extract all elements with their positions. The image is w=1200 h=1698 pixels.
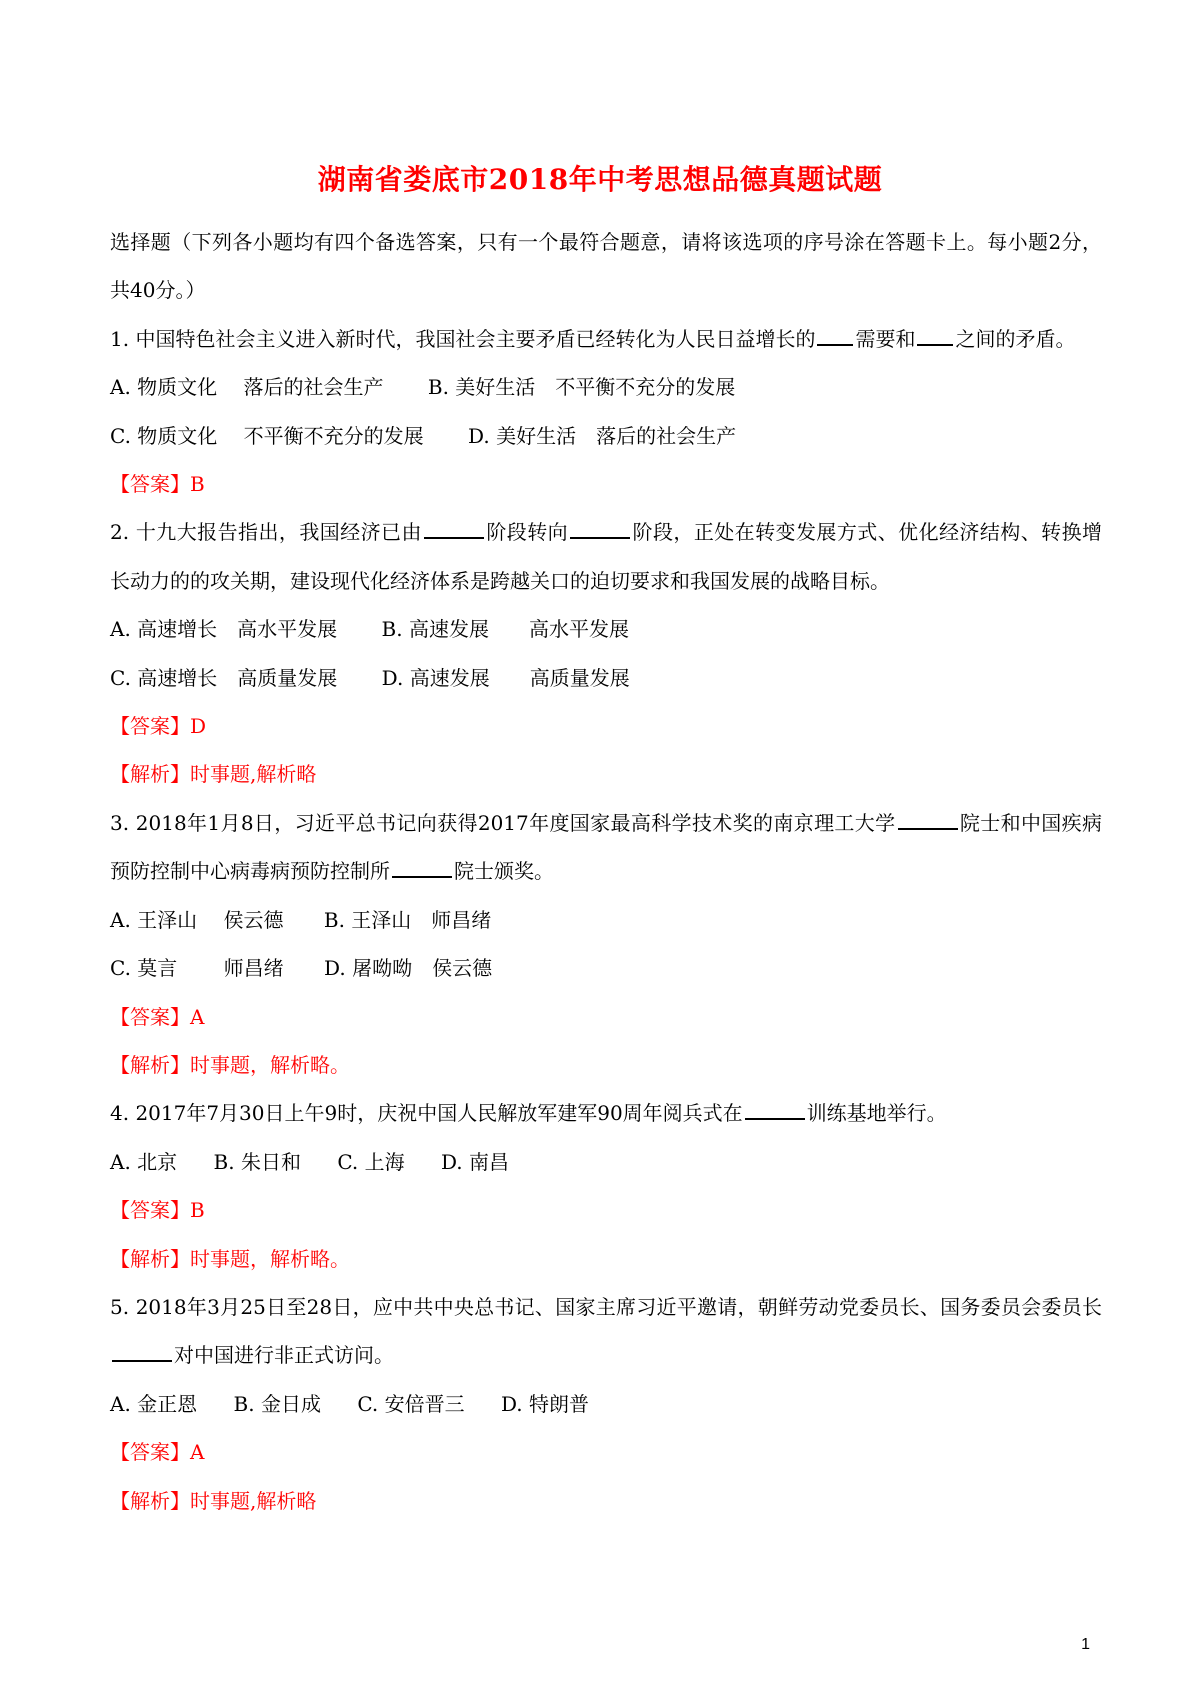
answer-label: 【答案】 [110, 1198, 190, 1223]
question-5-option-c: C. 安倍晋三 [357, 1391, 465, 1416]
question-5-answer [110, 1428, 1102, 1476]
question-3-option-a: A. 王泽山 侯云德 [110, 907, 284, 932]
answer-blank [898, 800, 958, 830]
question-3-analysis [110, 1041, 1102, 1089]
answer-blank [392, 848, 452, 878]
question-5-option-d: D. 特朗普 [500, 1391, 590, 1416]
question-1-options-row-2 [110, 412, 1102, 460]
question-3-options-row-1 [110, 896, 1102, 944]
question-5-option-a: A. 金正恩 [110, 1391, 198, 1416]
question-4-stem-part-a: 4. 2017年7月30日上午9时，庆祝中国人民解放军建军90周年阅兵式在 [110, 1101, 743, 1126]
question-2-stem [110, 508, 1102, 605]
question-5-stem [110, 1283, 1102, 1380]
question-2-stem-part-a: 2. 十九大报告指出，我国经济已由 [110, 520, 422, 545]
question-5-analysis [110, 1477, 1102, 1525]
question-3-stem-part-a: 3. 2018年1月8日，习近平总书记向获得2017年度国家最高科学技术奖的南京理工大学 [110, 810, 896, 835]
question-1-stem-part-a: 1. 中国特色社会主义进入新时代，我国社会主要矛盾已经转化为人民日益增长的 [110, 326, 816, 351]
question-4-options [110, 1138, 1102, 1186]
question-2-option-c: C. 高速增长 高质量发展 [110, 665, 338, 690]
question-2-analysis [110, 750, 1102, 798]
instructions: 选择题（下列各小题均有四个备选答案，只有一个最符合题意，请将该选项的序号涂在答题卡上。每小题2分，共40分。） [110, 230, 1102, 303]
question-3-option-b: B. 王泽山 师昌绪 [323, 907, 492, 932]
question-2-options-row-1 [110, 605, 1102, 653]
answer-value: D [190, 714, 207, 739]
question-2-stem-part-c: 阶段，正处在转变发展方式、优化经济结构、转换增长动力的的攻关期，建设现代化经济体系是跨越关口的迫切要求和我国发展的战略目标。 [110, 520, 1103, 593]
answer-blank [745, 1090, 805, 1120]
analysis-text: 时事题，解析略。 [190, 1052, 350, 1077]
answer-label: 【答案】 [110, 1440, 190, 1465]
analysis-text: 时事题，解析略。 [190, 1246, 350, 1271]
question-3-option-d: D. 屠呦呦 侯云德 [324, 956, 493, 981]
question-3-stem-part-c: 院士颁奖。 [454, 859, 554, 884]
question-3-stem [110, 799, 1102, 896]
answer-blank [112, 1332, 172, 1362]
answer-value: B [190, 1198, 205, 1223]
answer-label: 【答案】 [110, 1004, 190, 1029]
question-2-answer [110, 702, 1102, 750]
question-5-stem-part-b: 对中国进行非正式访问。 [174, 1343, 394, 1368]
answer-label: 【答案】 [110, 714, 190, 739]
page-number: 1 [1081, 1636, 1090, 1653]
question-5-option-b: B. 金日成 [233, 1391, 321, 1416]
question-1-option-a: A. 物质文化 落后的社会生产 [110, 375, 384, 400]
page-title: 湖南省娄底市2018年中考思想品德真题试题 [317, 163, 883, 196]
question-4-analysis [110, 1235, 1102, 1283]
question-2-option-d: D. 高速发展 高质量发展 [381, 665, 630, 690]
question-3-option-c: C. 莫言 师昌绪 [110, 956, 284, 981]
answer-label: 【答案】 [110, 472, 190, 497]
question-2-options-row-2 [110, 654, 1102, 702]
answer-value: A [190, 1004, 205, 1029]
question-3-stem-part-b: 院士和中国疾病预防控制中心病毒病预防控制所 [110, 810, 1103, 884]
question-2-option-a: A. 高速增长 高水平发展 [110, 617, 338, 642]
question-1-option-c: C. 物质文化 不平衡不充分的发展 [110, 423, 424, 448]
answer-blank [817, 316, 853, 346]
question-1-options-row-1 [110, 363, 1102, 411]
document-body [110, 218, 1102, 1525]
analysis-label: 【解析】 [110, 1488, 190, 1513]
question-4-stem [110, 1089, 1102, 1137]
answer-value: A [190, 1440, 205, 1465]
question-3-answer [110, 993, 1102, 1041]
question-1-stem-part-c: 之间的矛盾。 [955, 326, 1076, 351]
question-4-option-b: B. 朱日和 [213, 1149, 301, 1174]
question-1-option-b: B. 美好生活 不平衡不充分的发展 [427, 375, 736, 400]
question-4-answer [110, 1186, 1102, 1234]
analysis-text: 时事题,解析略 [190, 1488, 317, 1513]
analysis-label: 【解析】 [110, 762, 190, 787]
question-2-stem-part-b: 阶段转向 [485, 520, 569, 545]
answer-value: B [190, 472, 205, 497]
analysis-label: 【解析】 [110, 1052, 190, 1077]
question-4-option-c: C. 上海 [337, 1149, 405, 1174]
answer-blank [570, 509, 630, 539]
question-1-option-d: D. 美好生活 落后的社会生产 [468, 423, 737, 448]
question-5-stem-part-a: 5. 2018年3月25日至28日，应中共中央总书记、国家主席习近平邀请，朝鲜劳动党委员长、国务委员会委员长 [110, 1294, 1102, 1319]
analysis-text: 时事题,解析略 [190, 762, 317, 787]
question-4-stem-part-b: 训练基地举行。 [806, 1101, 947, 1126]
answer-blank [917, 316, 953, 346]
question-1-answer [110, 460, 1102, 508]
question-2-option-b: B. 高速发展 高水平发展 [381, 617, 629, 642]
analysis-label: 【解析】 [110, 1246, 190, 1271]
answer-blank [424, 509, 484, 539]
question-3-options-row-2 [110, 944, 1102, 992]
question-4-option-d: D. 南昌 [440, 1149, 510, 1174]
question-1-stem [110, 315, 1102, 363]
question-1-stem-part-b: 需要和 [855, 326, 916, 351]
question-4-option-a: A. 北京 [110, 1149, 178, 1174]
question-5-options [110, 1380, 1102, 1428]
